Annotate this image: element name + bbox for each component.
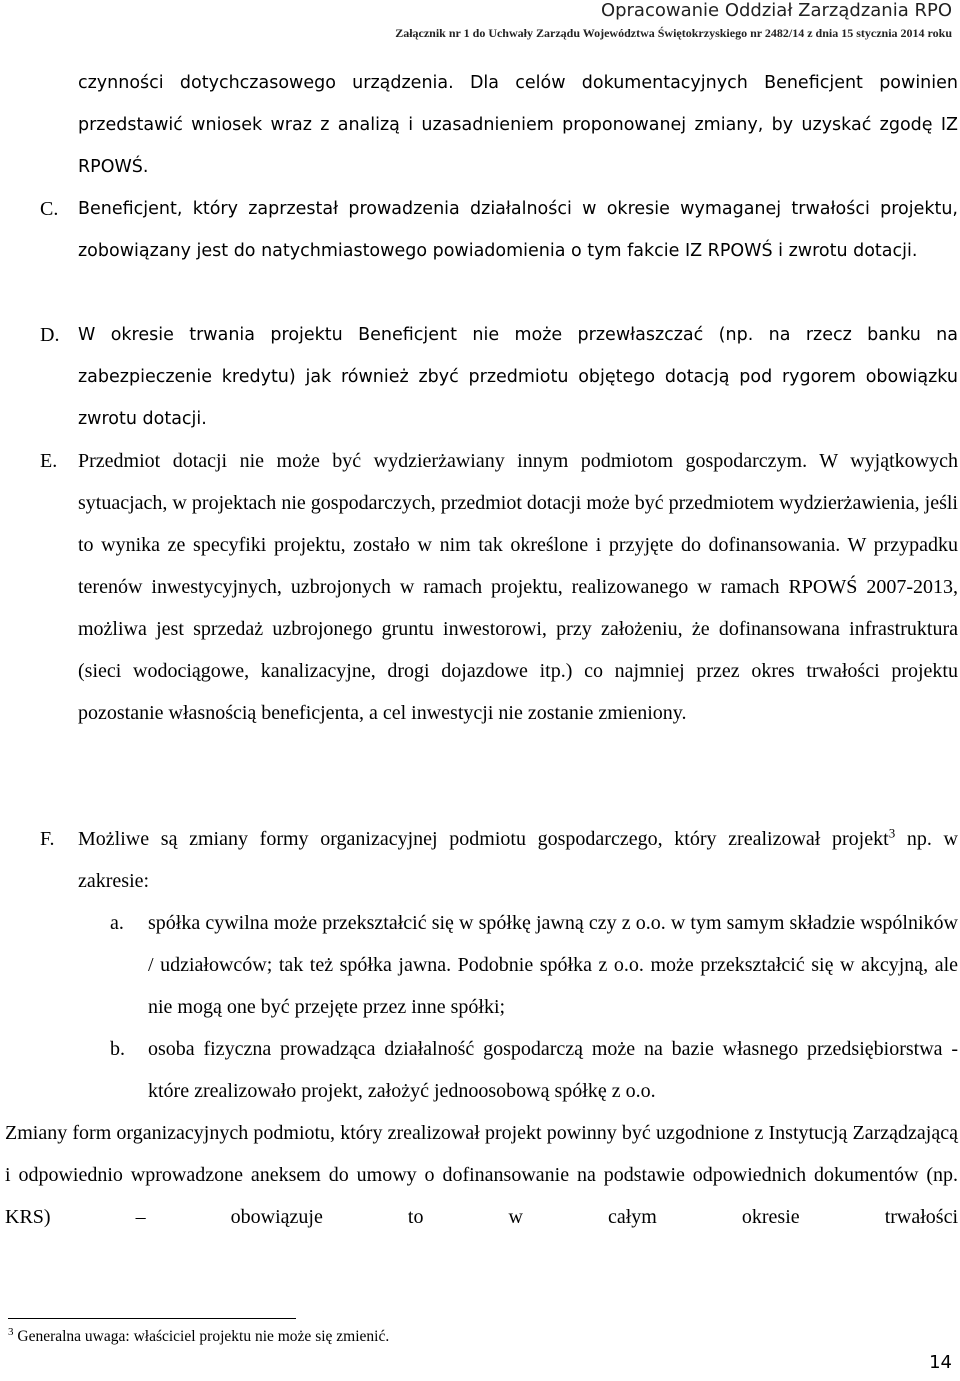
item-label-e: E.: [40, 450, 58, 472]
item-label-f: F.: [40, 828, 55, 850]
header-title: Opracowanie Oddział Zarządzania RPO: [600, 0, 952, 21]
item-f-text-before: Możliwe są zmiany formy organizacyjnej podmiotu gospodarczego, który zrealizował projekt: [78, 828, 889, 850]
item-d-text: W okresie trwania projektu Beneficjent nie może przewłaszczać (np. na rzecz banku na zabezpieczenie kredytu) jak również zbyć przedmiotu objętego dotacją pod rygorem obowiązku zwrotu dotacji.: [78, 325, 958, 429]
subitem-label-a: a.: [110, 912, 124, 934]
footnote-text: Generalna uwaga: właściciel projektu nie może się zmienić.: [17, 1328, 390, 1345]
item-label-d: D.: [40, 324, 60, 346]
item-label-c: C.: [40, 198, 59, 220]
footnote: [8, 1325, 390, 1346]
page-number: 14: [929, 1352, 952, 1373]
intro-paragraph: czynności dotychczasowego urządzenia. Dla celów dokumentacyjnych Beneficjent powinien przedstawić wniosek wraz z analizą i uzasadnieniem proponowanej zmiany, by uzyskać zgodę IZ RPOWŚ.: [78, 73, 958, 177]
item-f-text: [78, 818, 958, 902]
closing-paragraph: Zmiany form organizacyjnych podmiotu, który zrealizował projekt powinny być uzgodnione z Instytucją Zarządzającą i odpowiednio wprowadzone aneksem do umowy o dofinansowanie na podstawie odpowiednich dokumentów (np. KRS) – obowiązuje to w całym okresie trwałości: [5, 1122, 958, 1228]
subitem-a-text: spółka cywilna może przekształcić się w spółkę jawną czy z o.o. w tym samym składzie wspólników / udziałowców; tak też spółka jawna. Podobnie spółka z o.o. może przekształcić się w akcyjną, ale nie mogą one być przejęte przez inne spółki;: [148, 912, 958, 1018]
footnote-ref: 3: [888, 825, 896, 841]
item-f-text-after: np. w zakresie:: [78, 828, 959, 892]
subitem-label-b: b.: [110, 1038, 125, 1060]
footnote-divider: [8, 1318, 296, 1319]
footnote-number: 3: [8, 1325, 14, 1338]
item-e-text: Przedmiot dotacji nie może być wydzierżawiany innym podmiotom gospodarczym. W wyjątkowych sytuacjach, w projektach nie gospodarczych, przedmiot dotacji może być przedmiotem wydzierżawienia, jeśli to wynika ze specyfiki projektu, zostało w nim tak określone i przyjęte do dofinansowania. W przypadku terenów inwestycyjnych, uzbrojonych w ramach projektu, realizowanego w ramach RPOWŚ 2007-2013, możliwa jest sprzedaż uzbrojonego gruntu inwestorowi, przy założeniu, że dofinansowana infrastruktura (sieci wodociągowe, kanalizacyjne, drogi dojazdowe itp.) co najmniej przez okres trwałości projektu pozostanie własnością beneficjenta, a cel inwestycji nie zostanie zmieniony.: [78, 450, 958, 724]
subitem-b-text: osoba fizyczna prowadząca działalność gospodarczą może na bazie własnego przedsiębiorstwa - które zrealizowało projekt, założyć jednoosobową spółkę z o.o.: [148, 1038, 958, 1102]
item-c-text: Beneficjent, który zaprzestał prowadzenia działalności w okresie wymaganej trwałości projektu, zobowiązany jest do natychmiastowego powiadomienia o tym fakcie IZ RPOWŚ i zwrotu dotacji.: [78, 199, 958, 261]
header-subtitle: Załącznik nr 1 do Uchwały Zarządu Województwa Świętokrzyskiego nr 2482/14 z dnia 15 stycznia 2014 roku: [395, 26, 952, 40]
